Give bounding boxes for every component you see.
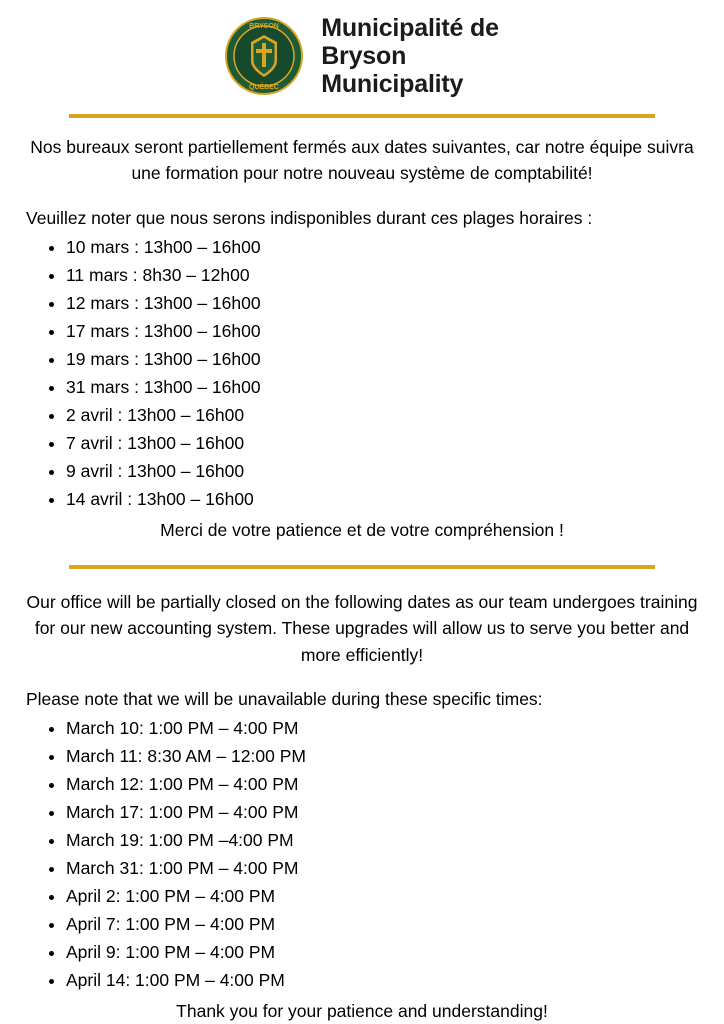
list-item: • March 19: 1:00 PM –4:00 PM <box>66 826 724 854</box>
svg-text:BRYSON: BRYSON <box>249 23 280 30</box>
list-item: • March 11: 8:30 AM – 12:00 PM <box>66 742 724 770</box>
list-item: • 10 mars : 13h00 – 16h00 <box>66 233 724 261</box>
org-title-line-1: Municipalité de <box>321 14 499 42</box>
list-item: • April 14: 1:00 PM – 4:00 PM <box>66 966 724 994</box>
organization-title <box>321 14 499 98</box>
french-times-list <box>0 233 724 513</box>
svg-text:QUÉBEC: QUÉBEC <box>249 84 280 91</box>
list-item: • April 7: 1:00 PM – 4:00 PM <box>66 910 724 938</box>
list-item: • March 31: 1:00 PM – 4:00 PM <box>66 854 724 882</box>
list-item: • 14 avril : 13h00 – 16h00 <box>66 485 724 513</box>
list-item: • March 10: 1:00 PM – 4:00 PM <box>66 714 724 742</box>
list-item: • 12 mars : 13h00 – 16h00 <box>66 289 724 317</box>
english-notice-text: Please note that we will be unavailable during these specific times: <box>26 688 543 709</box>
list-item: • 11 mars : 8h30 – 12h00 <box>66 261 724 289</box>
document-header <box>0 0 724 104</box>
english-thanks-text: Thank you for your patience and understanding! <box>176 1001 548 1021</box>
divider-middle <box>69 565 655 569</box>
french-thanks-text: Merci de votre patience et de votre compréhension ! <box>160 519 564 540</box>
french-section <box>0 118 724 543</box>
list-item: • 31 mars : 13h00 – 16h00 <box>66 373 724 401</box>
list-item: • 19 mars : 13h00 – 16h00 <box>66 345 724 373</box>
french-notice-text: Veuillez noter que nous serons indisponibles durant ces plages horaires : <box>26 207 593 228</box>
org-title-line-3: Municipality <box>321 70 464 98</box>
list-item: • 2 avril : 13h00 – 16h00 <box>66 401 724 429</box>
list-item: • 17 mars : 13h00 – 16h00 <box>66 317 724 345</box>
bryson-municipality-crest-icon <box>225 17 303 95</box>
list-item: • March 17: 1:00 PM – 4:00 PM <box>66 798 724 826</box>
list-item: • 7 avril : 13h00 – 16h00 <box>66 429 724 457</box>
list-item: • 9 avril : 13h00 – 16h00 <box>66 457 724 485</box>
english-intro-text: Our office will be partially closed on the following dates as our team undergoes training for our new accounting system. These upgrades will allow us to serve you better and more efficiently! <box>26 592 698 665</box>
list-item: • March 12: 1:00 PM – 4:00 PM <box>66 770 724 798</box>
english-section <box>0 589 724 1024</box>
list-item: • April 2: 1:00 PM – 4:00 PM <box>66 882 724 910</box>
list-item: • April 9: 1:00 PM – 4:00 PM <box>66 938 724 966</box>
org-title-line-2: Bryson <box>321 42 407 70</box>
english-times-list <box>0 714 724 994</box>
french-intro-text: Nos bureaux seront partiellement fermés aux dates suivantes, car notre équipe suivra une formation pour notre nouveau système de comptabilité! <box>30 137 694 184</box>
